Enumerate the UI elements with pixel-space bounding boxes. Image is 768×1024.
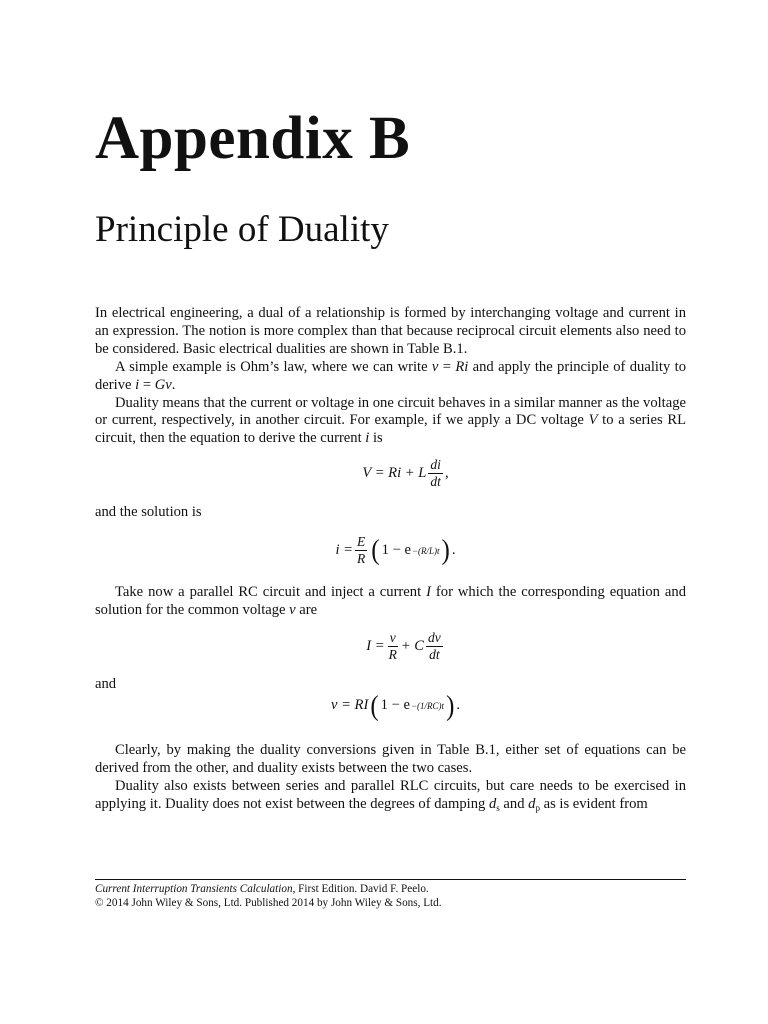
- paragraph-3: Duality means that the current or voltage in one circuit behaves in a similar manner as the voltage or current, respectively, in another circuit. For example, if we apply a DC voltage V to a series RL circuit, then the equation to derive the current i is: [95, 394, 686, 447]
- paragraph-4: and the solution is: [95, 504, 202, 521]
- paragraph-6: and: [95, 675, 117, 692]
- equation-rc-solution: v = RI ( 1 − e −(1/RC)t ) .: [330, 690, 461, 722]
- equation-rl-solution: i = $\frac{E}{R}$ ( 1 − e −(R/L)t ) .: [335, 534, 456, 567]
- equation-series-rl: V = Ri + L $\frac{di}{dt}$ ,: [362, 457, 449, 490]
- equation-parallel-rc: I = $\frac{v}{R}$ + C $\frac{dv}{dt}$: [366, 629, 441, 662]
- paragraph-2: A simple example is Ohm’s law, where we can write v = Ri and apply the principle of duality to derive i = Gv.: [95, 358, 686, 393]
- paragraph-5: Take now a parallel RC circuit and inject a current I for which the corresponding equation and solution for the common voltage v are: [95, 584, 686, 619]
- book-title: Current Interruption Transients Calculation: [95, 883, 293, 895]
- footer-divider: [95, 879, 686, 880]
- footer-copyright: © 2014 John Wiley & Sons, Ltd. Published 2014 by John Wiley & Sons, Ltd.: [95, 896, 442, 909]
- paragraph-1: In electrical engineering, a dual of a relationship is formed by interchanging voltage and current in an expression. The notion is more complex than that because reciprocal circuit elements also need to be considered. Basic electrical dualities are shown in Table B.1.: [95, 305, 686, 357]
- footer-citation: Current Interruption Transients Calculation, First Edition. David F. Peelo.: [95, 883, 429, 895]
- chapter-subtitle: Principle of Duality: [95, 209, 389, 250]
- footer: [95, 883, 686, 910]
- page: [95, 0, 686, 1024]
- paragraph-7: Clearly, by making the duality conversions given in Table B.1, either set of equations can be derived from the other, and duality exists between the two cases.: [95, 741, 686, 776]
- paragraph-8: Duality also exists between series and parallel RLC circuits, but care needs to be exercised in applying it. Duality does not exist between the degrees of damping $d_s$ and $d_p$ as is evident from: [95, 777, 686, 813]
- chapter-title: Appendix B: [95, 105, 411, 172]
- body-text: [95, 305, 686, 814]
